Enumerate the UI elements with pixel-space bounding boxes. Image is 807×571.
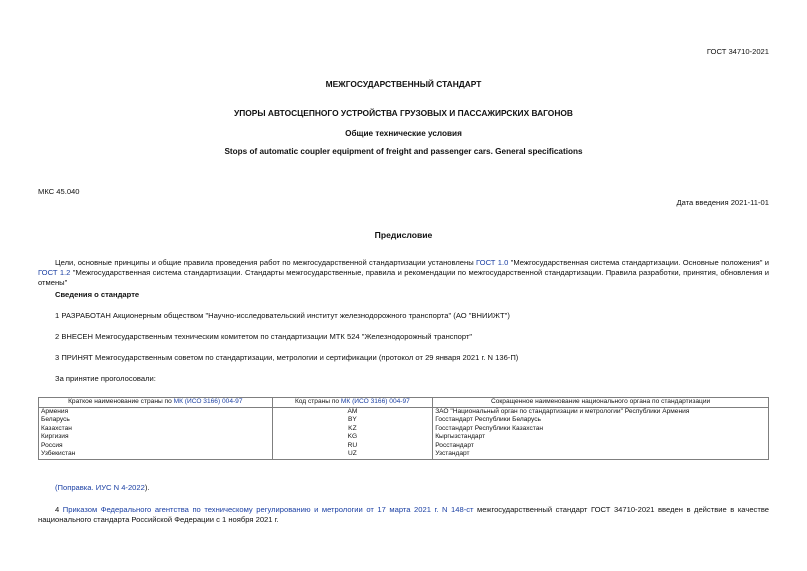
- item-put-into-effect: [38, 505, 769, 525]
- table-row: [39, 407, 769, 416]
- column-header-code-text: Код страны по: [294, 398, 341, 405]
- code-cell: AM: [272, 407, 433, 416]
- column-header-body: Сокращенное наименование национального органа по стандартизации: [433, 398, 769, 408]
- voted-label: За принятие проголосовали:: [55, 374, 156, 383]
- body-cell: Росстандарт: [433, 442, 769, 451]
- amendment-open-paren: (: [55, 483, 58, 492]
- code-cell: RU: [272, 442, 433, 451]
- document-title-en: Stops of automatic coupler equipment of freight and passenger cars. General specifications: [224, 147, 583, 156]
- country-cell: Казахстан: [39, 425, 273, 434]
- amendment-close: ).: [144, 483, 150, 492]
- voting-states-table: [38, 397, 769, 460]
- document-subtitle-ru: Общие технические условия: [345, 129, 462, 138]
- table-row: [39, 416, 769, 425]
- table-row: [39, 433, 769, 442]
- mk-iso-3166-link[interactable]: МК (ИСО 3166) 004-97: [340, 398, 410, 405]
- country-cell: Армения: [39, 407, 273, 416]
- foreword-text-part2: "Межгосударственная система стандартизации. Основные положения" и: [508, 258, 769, 267]
- country-cell: Беларусь: [39, 416, 273, 425]
- foreword-paragraph: [38, 258, 769, 288]
- rosstandart-order-link[interactable]: Приказом Федерального агентства по техническому регулированию и метрологии от 17 марта 2021 г. N 148-ст: [62, 505, 474, 514]
- mk-iso-3166-link[interactable]: МК (ИСО 3166) 004-97: [173, 398, 243, 405]
- mks-code: МКС 45.040: [38, 187, 80, 196]
- document-number: ГОСТ 34710-2021: [706, 47, 769, 56]
- foreword-heading: Предисловие: [374, 230, 433, 240]
- item-adopted-by: 3 ПРИНЯТ Межгосударственным советом по стандартизации, метрологии и сертификации (протокол от 29 января 2021 г. N 136-П): [55, 353, 519, 362]
- introduction-date: Дата введения 2021-11-01: [676, 198, 769, 207]
- gost-1-2-link[interactable]: ГОСТ 1.2: [38, 267, 71, 277]
- country-cell: Россия: [39, 442, 273, 451]
- body-cell: Кыргызстандарт: [433, 433, 769, 442]
- column-header-country: [39, 398, 273, 408]
- item-submitted-by: 2 ВНЕСЕН Межгосударственным техническим комитетом по стандартизации МТК 524 "Железнодорожный транспорт": [55, 332, 473, 341]
- table-header-row: [39, 398, 769, 408]
- table-row: [39, 450, 769, 459]
- about-standard-heading: Сведения о стандарте: [55, 290, 140, 299]
- document-title-ru: УПОРЫ АВТОСЦЕПНОГО УСТРОЙСТВА ГРУЗОВЫХ И ПАССАЖИРСКИХ ВАГОНОВ: [234, 108, 573, 118]
- foreword-text-part3: "Межгосударственная система стандартизации. Стандарты межгосударственные, правила и рекомендации по межгосударственной стандартизации. Правила разработки, принятия, обновления и отмены": [38, 267, 769, 287]
- column-header-code: [272, 398, 433, 408]
- code-cell: UZ: [272, 450, 433, 459]
- code-cell: BY: [272, 416, 433, 425]
- item-developed-by: 1 РАЗРАБОТАН Акционерным обществом "Научно-исследовательский институт железнодорожного транспорта" (АО "ВНИИЖТ"): [55, 311, 510, 320]
- body-cell: Узстандарт: [433, 450, 769, 459]
- standard-type-heading: МЕЖГОСУДАРСТВЕННЫЙ СТАНДАРТ: [325, 79, 482, 89]
- body-cell: Госстандарт Республики Беларусь: [433, 416, 769, 425]
- amendment-link[interactable]: Поправка. ИУС N 4-2022: [57, 483, 145, 492]
- gost-1-0-link[interactable]: ГОСТ 1.0: [475, 258, 509, 267]
- foreword-text-part1: Цели, основные принципы и общие правила проведения работ по межгосударственной стандартизации установлены: [55, 258, 476, 267]
- body-cell: Госстандарт Республики Казахстан: [433, 425, 769, 434]
- table-row: [39, 442, 769, 451]
- item4-number: 4: [55, 505, 63, 514]
- table-row: [39, 425, 769, 434]
- amendment-note: [55, 483, 150, 493]
- code-cell: KZ: [272, 425, 433, 434]
- body-cell: ЗАО "Национальный орган по стандартизации и метрологии" Республики Армения: [433, 407, 769, 416]
- code-cell: KG: [272, 433, 433, 442]
- country-cell: Узбекистан: [39, 450, 273, 459]
- item4-text: межгосударственный стандарт ГОСТ 34710-2021 введен в действие в качестве национального стандарта Российской Федерации с 1 ноября 2021 г.: [38, 505, 769, 524]
- column-header-country-text: Краткое наименование страны по: [68, 398, 174, 405]
- country-cell: Киргизия: [39, 433, 273, 442]
